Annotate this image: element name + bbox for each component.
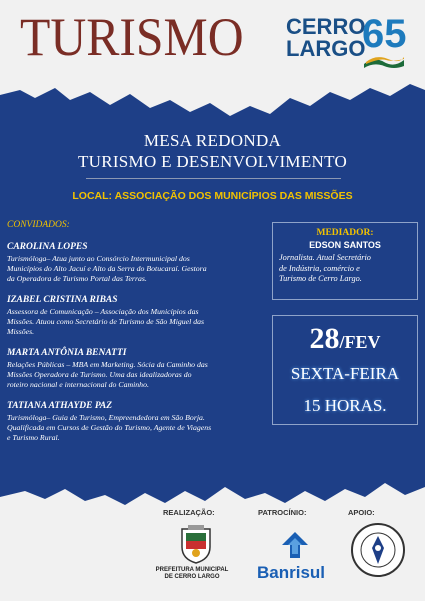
guest-desc-line: Missões Operadora de Turismo. Uma das idealizadoras do bbox=[7, 369, 192, 379]
guests-heading: CONVIDADOS: bbox=[7, 220, 70, 230]
prefeitura-coat-of-arms-icon bbox=[178, 525, 214, 565]
guest-desc-line: Turismóloga– Atua junto ao Consórcio Intermunicipal dos bbox=[7, 254, 190, 263]
realizacao-label: REALIZAÇÃO: bbox=[163, 508, 215, 517]
guest-description bbox=[7, 254, 262, 284]
guest-item bbox=[7, 242, 262, 284]
guest-description bbox=[7, 413, 262, 443]
date-day: 28 bbox=[309, 322, 340, 355]
title-divider bbox=[86, 178, 341, 179]
guest-desc-line: Assessora de Comunicação – Associação dos Municípios das bbox=[7, 306, 199, 316]
logo-line-1: CERRO bbox=[286, 14, 366, 39]
mediator-box bbox=[272, 222, 418, 300]
cerro-largo-logo bbox=[286, 14, 406, 74]
guest-desc-line: roteiro nacional e internacional do Caminho. bbox=[7, 379, 149, 389]
event-location: LOCAL: ASSOCIAÇÃO DOS MUNICÍPIOS DAS MISSÕES bbox=[72, 190, 353, 202]
prefeitura-line: PREFEITURA MUNICIPAL bbox=[155, 567, 229, 573]
date-box bbox=[272, 315, 418, 425]
mediator-desc-line: Turismo de Cerro Largo. bbox=[279, 274, 362, 284]
banrisul-logo-icon bbox=[280, 530, 310, 560]
guest-desc-line: Municípios do Alto Jacuí e Alto da Serra do Botucaraí. Gestora bbox=[7, 263, 207, 273]
guest-desc-line: Turismóloga– Guia de Turismo, Empreendedora em São Borja. bbox=[7, 412, 205, 422]
guest-desc-line: Missões. bbox=[7, 326, 35, 336]
event-time: 15 HORAS. bbox=[303, 396, 387, 415]
guest-name: TATIANA ATHAYDE PAZ bbox=[7, 400, 113, 411]
event-weekday: SEXTA-FEIRA bbox=[290, 364, 400, 383]
page-title: TURISMO bbox=[20, 7, 244, 67]
guest-item bbox=[7, 348, 262, 390]
guests-column bbox=[7, 220, 262, 454]
event-date bbox=[273, 322, 417, 356]
guest-description bbox=[7, 307, 262, 337]
guest-desc-line: Relações Públicas – MBA em Marketing. Sócia da Caminho das bbox=[7, 359, 208, 369]
guest-desc-line: da Operadora de Turismo Portal das Terras. bbox=[7, 273, 147, 283]
guest-description bbox=[7, 360, 262, 390]
mediator-description bbox=[279, 253, 411, 285]
banrisul-name: Banrisul bbox=[257, 563, 326, 582]
mediator-label: MEDIADOR: bbox=[316, 228, 374, 238]
prefeitura-line: DE CERRO LARGO bbox=[164, 574, 220, 581]
logo-number: 65 bbox=[362, 12, 407, 56]
event-title-line-2: TURISMO E DESENVOLVIMENTO bbox=[77, 152, 348, 171]
guest-item bbox=[7, 295, 262, 337]
guest-name: MARTA ANTÔNIA BENATTI bbox=[7, 347, 127, 358]
prefeitura-name bbox=[152, 567, 232, 581]
mediator-desc-line: de Indústria, comércio e bbox=[279, 263, 360, 273]
guest-name: CAROLINA LOPES bbox=[7, 242, 88, 252]
guest-item bbox=[7, 401, 262, 443]
event-title-line-1: MESA REDONDA bbox=[143, 131, 282, 150]
guest-desc-line: Qualificada em Cursos de Gestão do Turismo, Agente de Viagens bbox=[7, 422, 212, 432]
guest-desc-line: Missões. Atuou como Secretário de Turismo de São Miguel das bbox=[7, 316, 205, 326]
apoio-seal-icon bbox=[350, 522, 406, 578]
guest-name: IZABEL CRISTINA RIBAS bbox=[7, 294, 118, 305]
mediator-name: EDSON SANTOS bbox=[309, 240, 381, 250]
guest-desc-line: e Turismo Rural. bbox=[7, 432, 60, 442]
date-month: /FEV bbox=[339, 332, 381, 352]
apoio-label: APOIO: bbox=[348, 508, 375, 517]
logo-line-2: LARGO bbox=[286, 36, 366, 61]
patrocinio-label: PATROCÍNIO: bbox=[258, 508, 307, 517]
mediator-desc-line: Jornalista. Atual Secretário bbox=[279, 253, 371, 262]
